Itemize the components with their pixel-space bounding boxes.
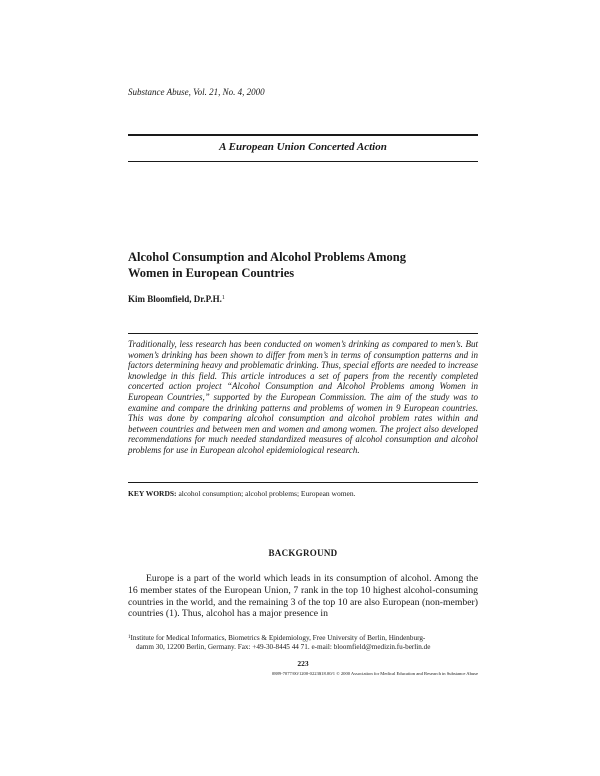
footnote-line-2: damm 30, 12200 Berlin, Germany. Fax: +49-30-8445 44 71. e-mail: bloomfield@medizin.fu-berlin.de [136, 643, 431, 652]
keywords [128, 489, 478, 498]
footnote-line-1: Institute for Medical Informatics, Biometrics & Epidemiology, Free University of Berlin, Hindenburg- [130, 634, 426, 642]
keywords-text: alcohol consumption; alcohol problems; European women. [178, 489, 356, 498]
journal-citation: Substance Abuse, Vol. 21, No. 4, 2000 [128, 87, 265, 97]
article-title [128, 249, 488, 281]
body-paragraph: Europe is a part of the world which leads in its consumption of alcohol. Among the 16 member states of the European Union, 7 rank in the top 10 highest alcohol-consuming countries in the world, and the remaining 3 of the top 10 are also European (non-member) countries (1). Thus, alcohol has a major presence in [128, 573, 478, 620]
series-title: A European Union Concerted Action [219, 141, 387, 153]
abstract-text: Traditionally, less research has been conducted on women’s drinking as compared to men’s. But women’s drinking has been shown to differ from men’s in terms of consumption patterns and in factors determining heavy and problematic drinking. Thus, special efforts are needed to increase knowledge in this field. This article introduces a set of papers from the recently completed concerted action project “Alcohol Consumption and Alcohol Problems among Women in European Countries,” supported by the European Commission. The aim of the study was to examine and compare the drinking patterns and problems of women in 9 European countries. This was done by comparing alcohol consumption and alcohol problem rates within and between countries and between men and women and among women. The project also developed recommendations for much needed standardized measures of alcohol consumption and alcohol problems for use in European alcohol epidemiological research. [128, 339, 478, 455]
page-number: 223 [297, 659, 309, 668]
footnote-marker: 1 [128, 635, 131, 640]
article-title-line-2: Women in European Countries [128, 266, 295, 280]
author-footnote [128, 633, 478, 653]
series-rule-bottom [128, 161, 478, 162]
keywords-label: KEY WORDS: [128, 489, 177, 498]
author-line [128, 294, 225, 304]
copyright-line: 0889-7077/00/1200-0223$18.00/1 © 2000 Association for Medical Education and Research in Substance Abuse [271, 671, 478, 676]
abstract-rule-bottom [128, 482, 478, 483]
abstract-rule-top [128, 333, 478, 334]
author-name: Kim Bloomfield, Dr.P.H. [128, 294, 222, 304]
article-title-line-1: Alcohol Consumption and Alcohol Problems Among [128, 250, 406, 264]
series-rule-top [128, 134, 478, 136]
author-footnote-marker: 1 [221, 295, 225, 301]
section-heading: BACKGROUND [268, 548, 338, 558]
